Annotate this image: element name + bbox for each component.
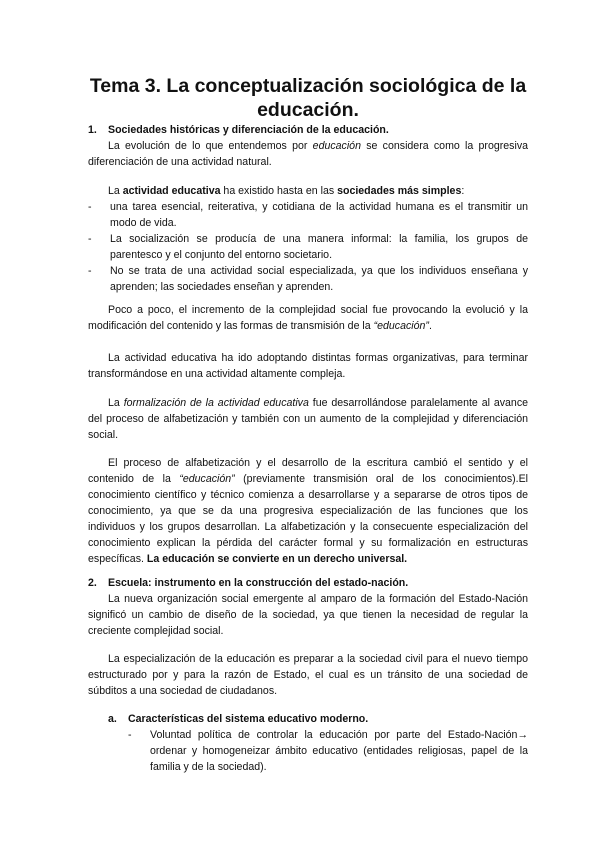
section-2-paragraph-1: La nueva organización social emergente al amparo de la formación del Estado-Nación significó un cambio de diseño de la sociedad, ya que tienen la necesidad de regular la creciente complejidad social.: [88, 593, 528, 637]
section-2-heading: 2. Escuela: instrumento en la construcción del estado-nación.: [88, 577, 409, 589]
section-2-paragraph-2: La especialización de la educación es preparar a la sociedad civil para el nuevo tiempo estructurado por y para la razón de Estado, el cual es un tránsito de una sociedad de súbditos a una sociedad de ciudadanos.: [88, 653, 528, 697]
section-1-paragraph-2: La actividad educativa ha existido hasta en las sociedades más simples:: [108, 185, 465, 197]
list-item: - una tarea esencial, reiterativa, y cotidiana de la actividad humana es el transmitir un modo de vida.: [88, 199, 528, 231]
section-1-bullet-list: [88, 199, 528, 295]
section-1-paragraph-5: La formalización de la actividad educativa fue desarrollándose paralelamente al avance del proceso de alfabetización y también con un aumento de la complejidad y diferenciación social.: [88, 397, 529, 441]
section-1-paragraph-6: El proceso de alfabetización y el desarrollo de la escritura cambió el sentido y el contenido de la “educación” (previamente transmisión oral de los conocimientos).El conocimiento científico y técnico comienza a desarrollarse y a separarse de otros tipos de conocimiento, ya que se da una progresiva especialización de las funciones que los individuos y los grupos desarrollan. La alfabetización y la consecuente especialización del conocimiento explican la pérdida del carácter formal y su formalización en estructuras específicas. La educación se convierte en un derecho universal.: [88, 457, 529, 565]
list-item: - La socialización se producía de una manera informal: la familia, los grupos de parentesco y el conjunto del entorno societario.: [88, 231, 528, 263]
subsection-a-heading: a. Características del sistema educativo moderno.: [108, 713, 369, 725]
list-item: - Voluntad política de controlar la educación por parte del Estado-Nación→ ordenar y homogeneizar ámbito educativo (entidades religiosas, papel de la familia y de la sociedad).: [128, 727, 528, 775]
subsection-a-bullet-list: [128, 727, 528, 775]
section-1-heading: 1. Sociedades históricas y diferenciación de la educación.: [88, 124, 389, 136]
section-1-paragraph-4: La actividad educativa ha ido adoptando distintas formas organizativas, para terminar transformándose en una actividad altamente compleja.: [88, 352, 528, 380]
page-title: Tema 3. La conceptualización sociológica de la educación.: [89, 75, 527, 121]
list-item: - No se trata de una actividad social especializada, ya que los individuos enseñana y aprenden; las sociedades enseñan y aprenden.: [88, 263, 528, 295]
section-1-paragraph-1: La evolución de lo que entendemos por educación se considera como la progresiva diferenciación de una actividad natural.: [88, 140, 529, 168]
section-1-paragraph-3: Poco a poco, el incremento de la complejidad social fue provocando la evolució y la modificación del contenido y las formas de transmisión de la “educación”.: [88, 304, 528, 332]
